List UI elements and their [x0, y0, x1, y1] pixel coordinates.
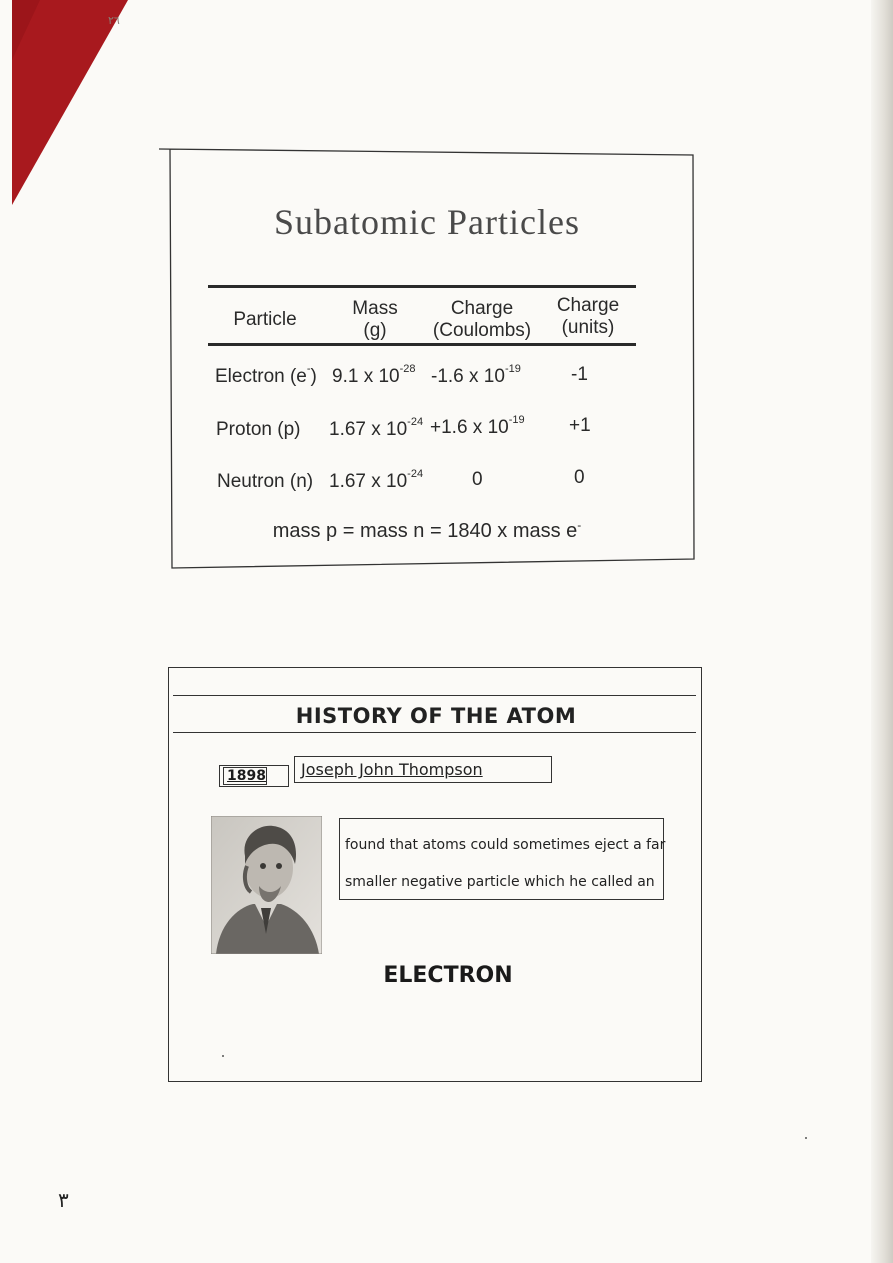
row-neutron-particle: Neutron (n)	[217, 471, 314, 492]
scan-speck	[805, 1137, 807, 1139]
row-electron-units: -1	[571, 364, 588, 385]
row-neutron-mass: 1.67 x $10^{-24}$	[329, 468, 424, 492]
slide-subatomic-particles	[158, 147, 696, 569]
table-top-rule	[208, 285, 636, 288]
electron-highlight: ELECTRON	[383, 963, 513, 988]
red-corner-mark	[0, 0, 140, 210]
row-proton-particle: Proton (p)	[216, 419, 301, 440]
row-electron-particle: Electron (e-)	[215, 363, 317, 387]
slide-history-of-atom	[168, 667, 702, 1082]
row-electron-mass: 9.1 x $10^{-28}$	[332, 363, 416, 387]
header-mass: Mass (g)	[352, 298, 398, 341]
row-neutron-coulombs: 0	[472, 469, 483, 490]
header-charge-coulombs: Charge (Coulombs)	[432, 298, 532, 341]
thomson-portrait-image	[211, 816, 322, 954]
description-line-2: smaller negative particle which he called an	[345, 874, 655, 890]
mass-relation-note: mass p = mass n = 1840 x mass e-	[272, 518, 582, 542]
scan-speck	[222, 1055, 224, 1057]
table-header-rule	[208, 343, 636, 346]
row-neutron-units: 0	[574, 467, 585, 488]
row-proton-coulombs: +1.6 x $10^{-19}$	[430, 414, 525, 438]
row-electron-coulombs: -1.6 x $10^{-19}$	[431, 363, 521, 387]
corner-scribble: ٢٦	[108, 14, 120, 27]
row-proton-units: +1	[569, 415, 591, 436]
slide1-title: Subatomic Particles	[274, 202, 580, 242]
header-particle: Particle	[233, 309, 297, 330]
page-number: ٣	[58, 1188, 69, 1212]
year-label: 1898	[223, 767, 267, 785]
page-edge-shadow	[871, 0, 893, 1263]
description-line-1: found that atoms could sometimes eject a far	[345, 837, 666, 853]
scientist-name: Joseph John Thompson	[301, 760, 483, 779]
slide2-title: HISTORY OF THE ATOM	[295, 704, 577, 728]
row-proton-mass: 1.67 x $10^{-24}$	[329, 416, 424, 440]
header-charge-units: Charge (units)	[556, 295, 620, 338]
